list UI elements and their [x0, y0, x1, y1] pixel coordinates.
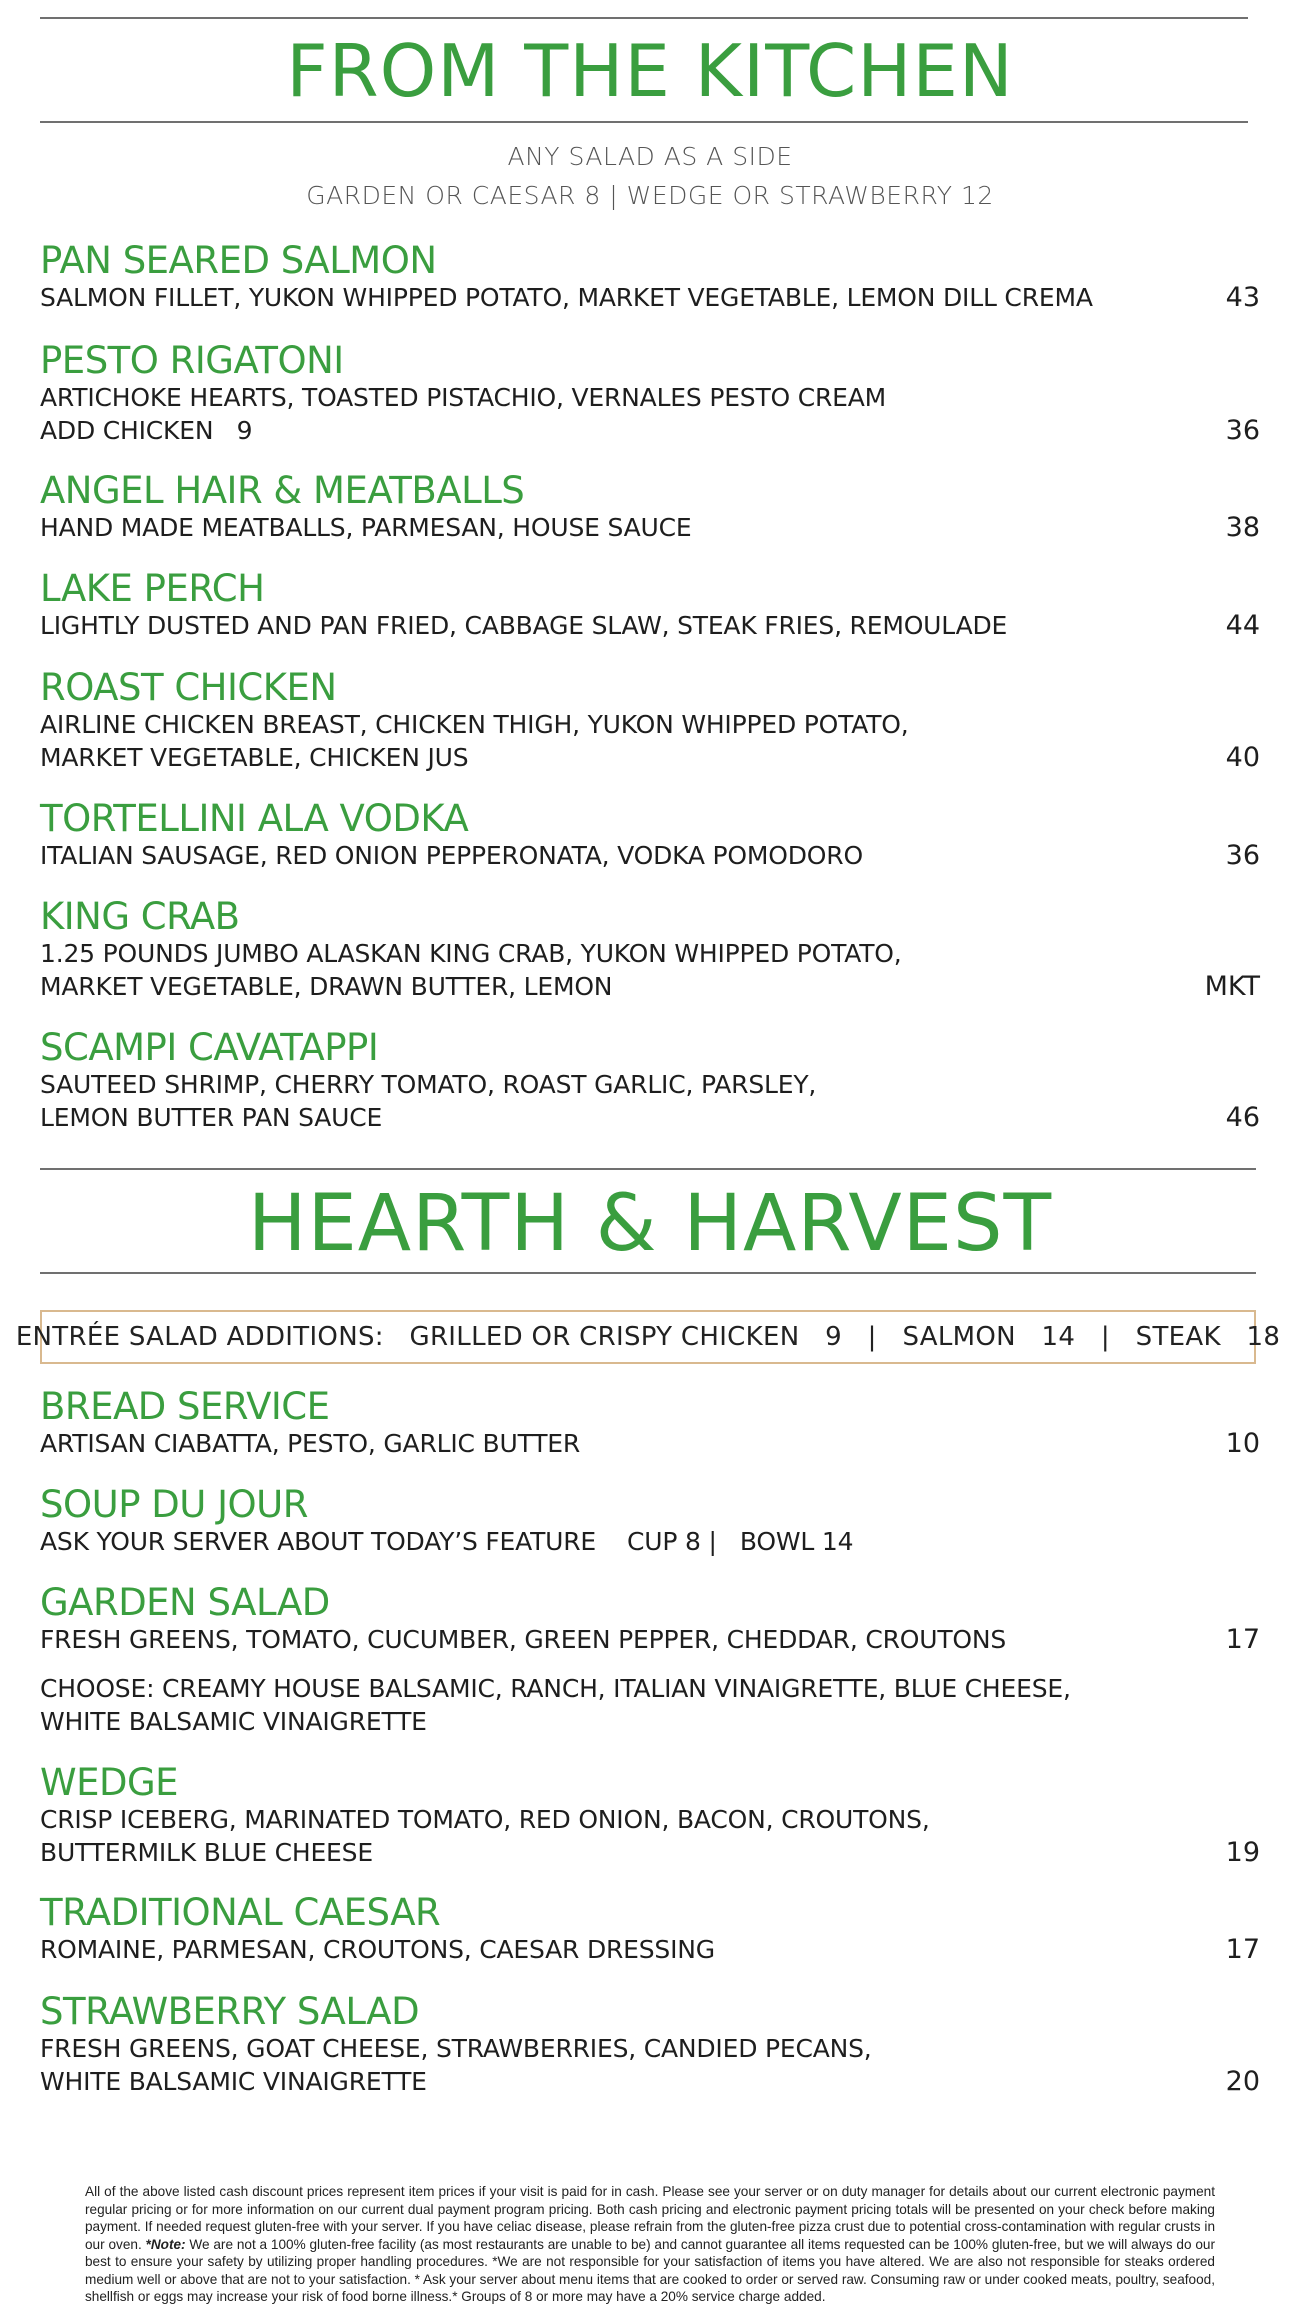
item-description: 1.25 POUNDS JUMBO ALASKAN KING CRAB, YUKON WHIPPED POTATO, — [40, 939, 902, 968]
menu-item — [40, 1387, 1260, 1460]
item-name: SOUP DU JOUR — [40, 1483, 308, 1526]
item-name: TORTELLINI ALA VODKA — [40, 797, 469, 840]
item-name: PESTO RIGATONI — [40, 339, 344, 382]
item-price: 19 — [1225, 1837, 1260, 1868]
salad-additions-box — [15, 1310, 1281, 1364]
item-name: SCAMPI CAVATAPPI — [40, 1026, 379, 1069]
item-name: ROAST CHICKEN — [40, 666, 337, 709]
item-description: ITALIAN SAUSAGE, RED ONION PEPPERONATA, VODKA POMODORO — [40, 841, 863, 870]
menu-item — [40, 569, 1260, 642]
item-description: ARTICHOKE HEARTS, TOASTED PISTACHIO, VERNALES PESTO CREAM — [40, 383, 887, 412]
dressing-choices: CHOOSE: CREAMY HOUSE BALSAMIC, RANCH, ITALIAN VINAIGRETTE, BLUE CHEESE, — [40, 1674, 1071, 1703]
menu-item — [40, 1485, 1260, 1558]
item-price: 36 — [1225, 415, 1260, 446]
item-description: AIRLINE CHICKEN BREAST, CHICKEN THIGH, YUKON WHIPPED POTATO, — [40, 710, 909, 739]
item-price: 36 — [1225, 840, 1260, 871]
item-price: 44 — [1225, 610, 1260, 641]
kitchen-title-rule — [40, 121, 1248, 123]
side-salad-note: ANY SALAD AS A SIDE — [507, 142, 793, 171]
hearth-title-rule — [40, 1272, 1256, 1274]
item-name: STRAWBERRY SALAD — [40, 1990, 420, 2033]
menu-item — [40, 668, 1260, 774]
menu-item — [40, 241, 1260, 314]
item-description: CRISP ICEBERG, MARINATED TOMATO, RED ONION, BACON, CROUTONS, — [40, 1805, 930, 1834]
pricing-disclaimer — [85, 2183, 1215, 2306]
item-name: TRADITIONAL CAESAR — [40, 1891, 441, 1934]
item-name: KING CRAB — [40, 895, 240, 938]
side-salad-options: GARDEN OR CAESAR 8 | WEDGE OR STRAWBERRY 12 — [306, 181, 994, 210]
item-price: 17 — [1225, 1934, 1260, 1965]
item-description-cont: BUTTERMILK BLUE CHEESE — [40, 1838, 373, 1867]
disclaimer-note-label: *Note: — [145, 2236, 186, 2252]
item-name: ANGEL HAIR & MEATBALLS — [40, 469, 525, 512]
item-description-cont: LEMON BUTTER PAN SAUCE — [40, 1103, 383, 1132]
hearth-top-rule — [40, 1168, 1256, 1170]
menu-item — [40, 799, 1260, 872]
item-price: 43 — [1225, 282, 1260, 313]
menu-item — [40, 1992, 1260, 2098]
menu-item — [40, 1583, 1260, 1738]
item-name: PAN SEARED SALMON — [40, 239, 437, 282]
item-description: LIGHTLY DUSTED AND PAN FRIED, CABBAGE SLAW, STEAK FRIES, REMOULADE — [40, 611, 1008, 640]
section-title-kitchen: FROM THE KITCHEN — [286, 29, 1014, 113]
item-description: SALMON FILLET, YUKON WHIPPED POTATO, MARKET VEGETABLE, LEMON DILL CREMA — [40, 283, 1093, 312]
item-name: GARDEN SALAD — [40, 1581, 330, 1624]
item-price: 46 — [1225, 1102, 1260, 1133]
item-price: MKT — [1204, 971, 1260, 1002]
menu-item — [40, 341, 1260, 447]
item-description: SAUTEED SHRIMP, CHERRY TOMATO, ROAST GARLIC, PARSLEY, — [40, 1070, 817, 1099]
item-price: 17 — [1225, 1624, 1260, 1655]
item-description-cont: MARKET VEGETABLE, DRAWN BUTTER, LEMON — [40, 972, 613, 1001]
disclaimer-text-cont: We are not a 100% gluten-free facility (as most restaurants are unable to be) and cannot guarantee all items requested can be 100% gluten-free, but we will always do our best to ensure your safety by utilizing proper handling procedures. *We are not responsible for your satisfaction of items you have altered. We are also not responsible for steaks ordered medium well or above that are not to your satisfaction. * Ask your server about menu items that are cooked to order or served raw. Consuming raw or under cooked meats, poultry, seafood, shellfish or eggs may increase your risk of food borne illness.* Groups of 8 or more may have a 20% service charge added. — [85, 2236, 1215, 2304]
menu-item — [40, 1028, 1260, 1134]
dressing-choices-cont: WHITE BALSAMIC VINAIGRETTE — [40, 1707, 427, 1736]
menu-item — [40, 897, 1260, 1003]
section-title-hearth: HEARTH & HARVEST — [247, 1179, 1053, 1269]
item-price: 10 — [1225, 1428, 1260, 1459]
item-name: LAKE PERCH — [40, 567, 265, 610]
item-description: ARTISAN CIABATTA, PESTO, GARLIC BUTTER — [40, 1429, 581, 1458]
item-price: 20 — [1225, 2066, 1260, 2097]
menu-item — [40, 1763, 1260, 1869]
item-description-cont: WHITE BALSAMIC VINAIGRETTE — [40, 2067, 427, 2096]
item-description: ASK YOUR SERVER ABOUT TODAY’S FEATURE CUP 8 | BOWL 14 — [40, 1527, 854, 1556]
item-description: ROMAINE, PARMESAN, CROUTONS, CAESAR DRESSING — [40, 1935, 715, 1964]
item-addon: ADD CHICKEN 9 — [40, 416, 253, 445]
item-description: FRESH GREENS, TOMATO, CUCUMBER, GREEN PEPPER, CHEDDAR, CROUTONS — [40, 1625, 1007, 1654]
item-price: 40 — [1225, 742, 1260, 773]
item-description: HAND MADE MEATBALLS, PARMESAN, HOUSE SAUCE — [40, 513, 692, 542]
item-price: 38 — [1225, 512, 1260, 543]
menu-item — [40, 471, 1260, 544]
item-name: BREAD SERVICE — [40, 1385, 330, 1428]
item-description: FRESH GREENS, GOAT CHEESE, STRAWBERRIES, CANDIED PECANS, — [40, 2034, 872, 2063]
item-name: WEDGE — [40, 1761, 179, 1804]
item-description-cont: MARKET VEGETABLE, CHICKEN JUS — [40, 743, 469, 772]
disclaimer-text: All of the above listed cash discount prices represent item prices if your visit is paid for in cash. Please see your server or on duty manager for details about our current electronic payment regular pricing or for more information on our current dual payment program pricing. Both cash pricing and electronic payment pricing totals will be presented on your check before making payment. If needed request gluten-free with your server. If you have celiac disease, please refrain from the gluten-free pizza crust due to potential cross-contamination with regular crusts in our oven. — [85, 2184, 1215, 2252]
salad-additions-text: ENTRÉE SALAD ADDITIONS: GRILLED OR CRISPY CHICKEN 9 | SALMON 14 | STEAK 18 — [15, 1322, 1281, 1352]
top-rule — [40, 17, 1248, 19]
menu-item — [40, 1893, 1260, 1966]
